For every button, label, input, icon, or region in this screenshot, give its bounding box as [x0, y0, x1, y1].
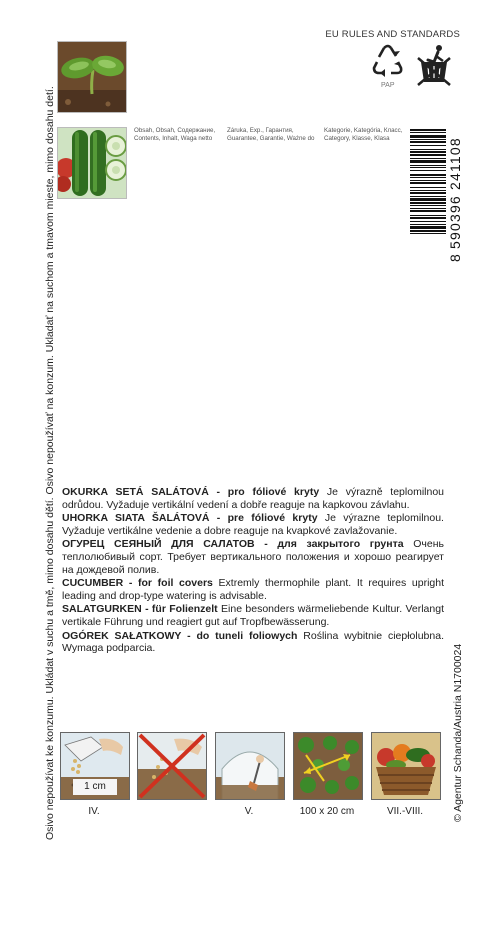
barcode-group-1: 590396: [447, 195, 463, 249]
sowing-icon: [60, 732, 130, 800]
plant-spacing-icon: [293, 732, 363, 800]
product-description: [62, 486, 444, 656]
cucumber-photo: [57, 127, 127, 199]
sowing-depth-label: 1 cm: [84, 781, 106, 792]
harvest-basket-icon: [371, 732, 441, 800]
description-cs: OKURKA SETÁ SALÁTOVÁ - pro fóliové kryty Je výrazně teplomilnou odrůdou. Vyžaduje vertikální vedení a dobře reaguje na kapkovou závlahu.: [62, 486, 445, 511]
description-sk: UHORKA SIATA ŠALÁTOVÁ - pre fóliové kryty Je výrazne teplomilnou. Vyžaduje vertikálne vedenie a dobre reaguje na kvapkové zavlažovanie.: [62, 512, 444, 537]
description-pl: OGÓREK SAŁATKOWY - do tuneli foliowych Roślina wybitnie ciepłolubna. Wymaga podparcia.: [62, 629, 444, 655]
copyright-note: © Agentur Schanda/Austria N1700024: [452, 643, 464, 822]
harvest-month-label: VII.-VIII.: [386, 806, 424, 817]
contents-label-1: Obsah, Obsah, Содержание,: [134, 127, 216, 134]
no-litter-bin-icon: [416, 44, 452, 86]
guarantee-label-2: Guarantee, Garantie, Ważne do: [227, 135, 315, 142]
barcode-group-2: 241108: [447, 137, 463, 190]
side-text-left: Osivo nepoužívat ke konzumu. Ukládat v suchu a tmě, mimo dosahu dětí. Osivo nepoužívať na konzum. Ukladať na suchom a tmavom mieste, mimo dosahu detí.: [44, 86, 56, 840]
barcode-first-digit: 8: [447, 253, 463, 262]
contents-label-2: Contents, Inhalt, Waga netto: [134, 135, 213, 142]
seedling-photo: [57, 41, 127, 113]
planting-month-label: V.: [244, 806, 254, 817]
description-en: CUCUMBER - for foil covers Extremly thermophile plant. It requires upright leading and drop-type watering is advisable.: [62, 577, 445, 602]
eu-rules-label: EU RULES AND STANDARDS: [325, 29, 460, 40]
category-label-1: Kategorie, Kategória, Класс,: [324, 127, 403, 134]
recycle-icon: [370, 42, 406, 78]
no-direct-sowing-icon: [137, 732, 207, 800]
description-de: SALATGURKEN - für Folienzelt Eine besonders wärmeliebende Kultur. Verlangt vertikale Führung und reagiert gut auf Tropfbewässerung.: [62, 603, 444, 628]
guarantee-label-1: Záruka, Exp., Гарантия,: [227, 127, 294, 134]
description-ru: ОГУРЕЦ СЕЯНЫЙ ДЛЯ САЛАТОВ - для закрытого грунта Очень теплолюбивый сорт. Требует вертикального положения и хорошо реагирует на дождевой полив.: [62, 538, 444, 576]
category-label-2: Category, Klasse, Klasa: [324, 135, 390, 142]
pap-label: PAP: [381, 82, 395, 89]
foil-tunnel-icon: [215, 732, 285, 800]
sowing-month-label: IV.: [88, 806, 100, 817]
spacing-label: 100 x 20 cm: [299, 806, 355, 817]
